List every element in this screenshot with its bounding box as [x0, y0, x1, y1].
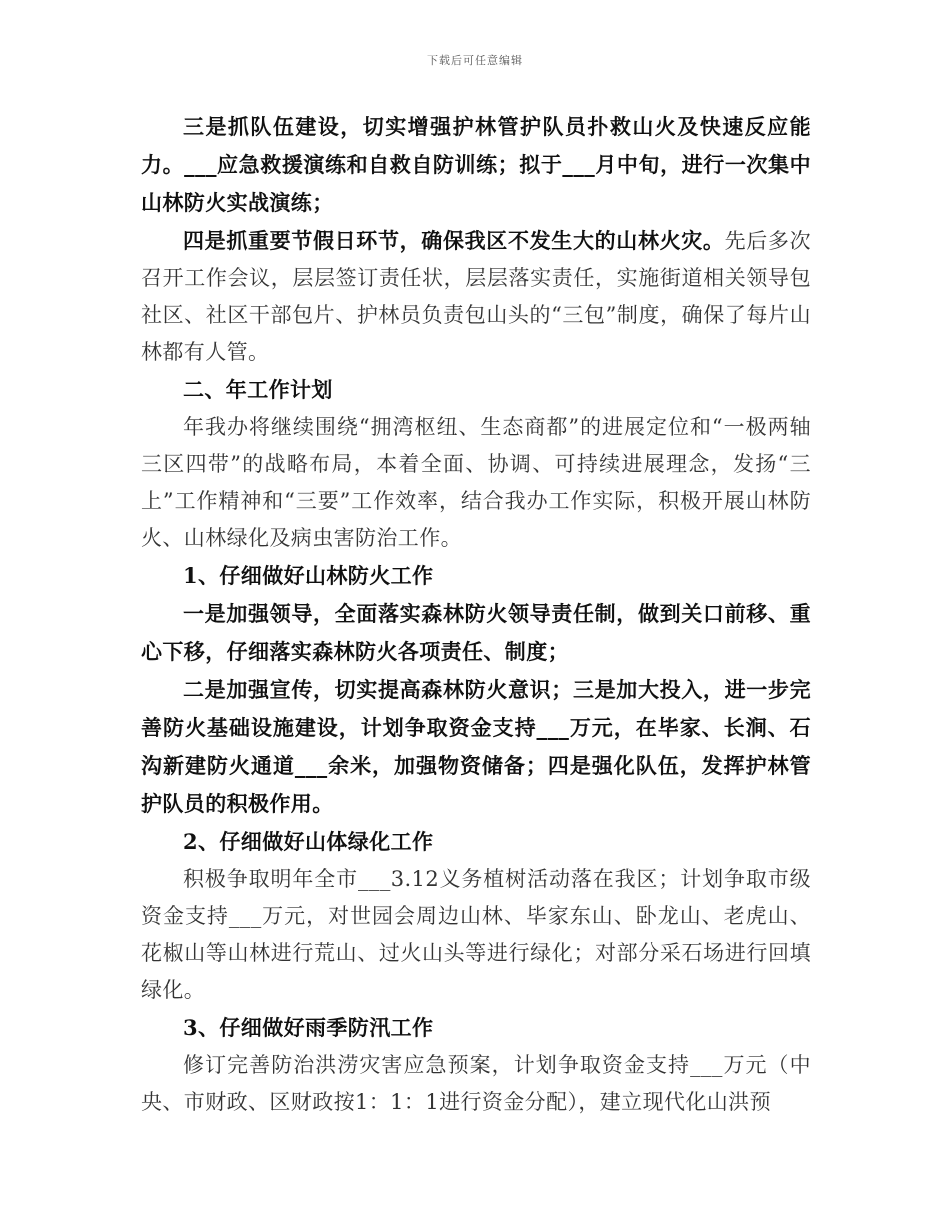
- paragraph-flood-plan: [141, 1047, 811, 1121]
- heading-text: 二、年工作计划: [183, 377, 333, 402]
- document-body: [141, 108, 811, 1121]
- paragraph-team-building: [141, 108, 811, 222]
- paragraph-run: 二是加强宣传，切实提高森林防火意识；三是加大投入，进一步完善防火基础设施建设，计划争取资金支持___万元，在毕家、长涧、石沟新建防火通道___余米，加强物资储备；四是强化队伍，发挥护林管护队员的积极作用。: [141, 677, 811, 816]
- paragraph-leadership: [141, 595, 811, 671]
- paragraph-run: 先后多次召开工作会议，层层签订责任状，层层落实责任，实施街道相关领导包社区、社区干部包片、护林员负责包山头的“三包”制度，确保了每片山林都有人管。: [141, 229, 812, 364]
- paragraph-run: 年我办将继续围绕“拥湾枢纽、生态商都”的进展定位和“一极两轴三区四带”的战略布局，本着全面、协调、可持续进展理念，发扬“三上”工作精神和“三要”工作效率，结合我办工作实际，积极开展山林防火、山林绿化及病虫害防治工作。: [141, 415, 811, 550]
- paragraph-holiday-fire-safety: [141, 222, 811, 371]
- section-heading-work-plan: [141, 371, 811, 409]
- heading-text: 3、仔细做好雨季防汛工作: [183, 1015, 434, 1040]
- subheading-greening: [141, 823, 811, 861]
- subheading-fire-prevention: [141, 557, 811, 595]
- page-header: 下载后可任意编辑: [427, 54, 523, 67]
- heading-text: 1、仔细做好山林防火工作: [183, 563, 434, 588]
- paragraph-plan-overview: [141, 409, 811, 557]
- paragraph-run: 积极争取明年全市___3.12义务植树活动落在我区；计划争取市级资金支持___万元，对世园会周边山林、毕家东山、卧龙山、老虎山、花椒山等山林进行荒山、过火山头等进行绿化；对部分采石场进行回填绿化。: [141, 867, 811, 1002]
- subheading-flood-control: [141, 1009, 811, 1047]
- paragraph-tree-planting: [141, 861, 811, 1009]
- paragraph-run: 四是抓重要节假日环节，确保我区不发生大的山林火灾。: [183, 228, 725, 253]
- paragraph-publicity-investment: [141, 671, 811, 823]
- paragraph-run: 一是加强领导，全面落实森林防火领导责任制，做到关口前移、重心下移，仔细落实森林防火各项责任、制度；: [141, 601, 811, 664]
- paragraph-run: 三是抓队伍建设，切实增强护林管护队员扑救山火及快速反应能力。___应急救援演练和自救自防训练；拟于___月中旬，进行一次集中山林防火实战演练；: [141, 114, 811, 215]
- paragraph-run: 修订完善防治洪涝灾害应急预案，计划争取资金支持___万元（中央、市财政、区财政按1：1：1进行资金分配），建立现代化山洪预: [141, 1053, 811, 1114]
- heading-text: 2、仔细做好山体绿化工作: [183, 829, 434, 854]
